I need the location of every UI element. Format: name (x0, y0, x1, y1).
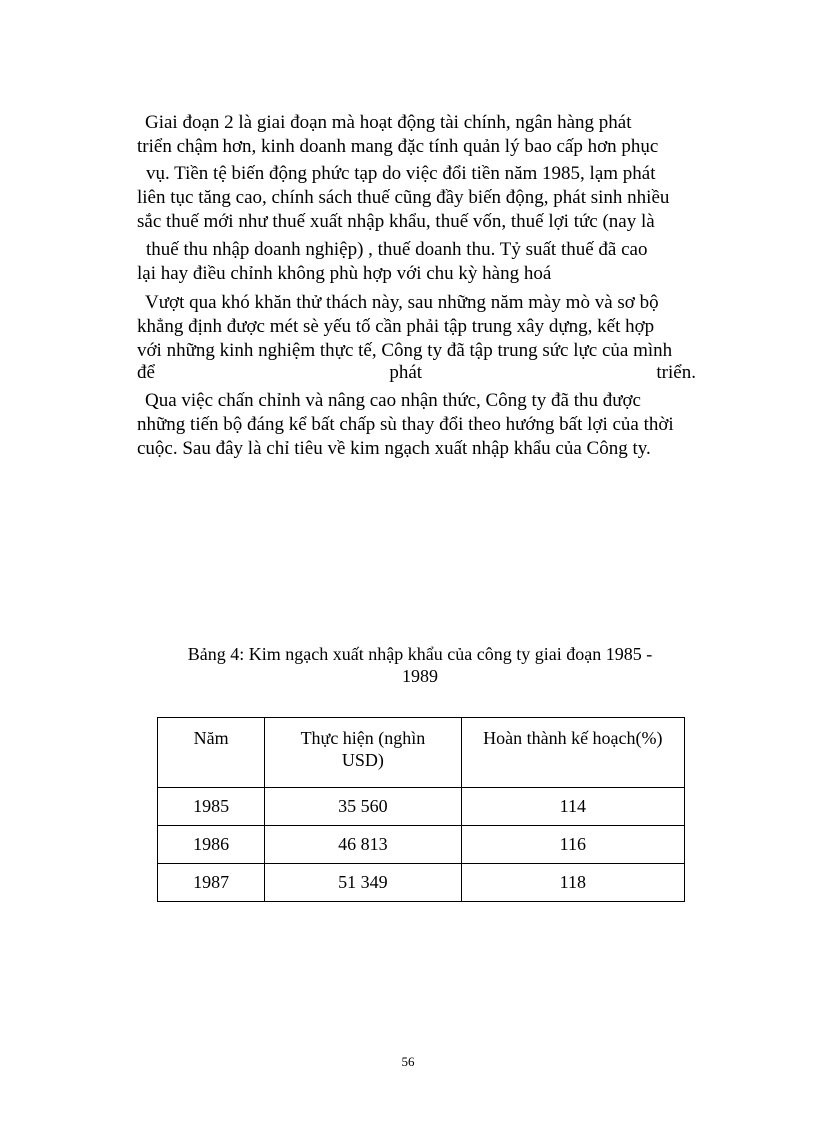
justified-word: để (137, 362, 155, 383)
paragraph-line: cuộc. Sau đây là chỉ tiêu về kim ngạch xuất nhập khẩu của Công ty. (137, 438, 651, 459)
paragraph-justified-line (137, 361, 696, 385)
table-caption-line: Bảng 4: Kim ngạch xuất nhập khẩu của công ty giai đoạn 1985 - (187, 644, 653, 664)
cell-plan: 116 (461, 826, 684, 864)
table-row (158, 788, 685, 826)
cell-year: 1986 (158, 826, 265, 864)
cell-plan: 114 (461, 788, 684, 826)
paragraph-line: lại hay điều chỉnh không phù hợp với chu kỳ hàng hoá (137, 263, 552, 284)
header-actual-line: USD) (341, 750, 384, 770)
paragraph-line: những tiến bộ đáng kể bất chấp sù thay đổi theo hướng bất lợi của thời (137, 414, 674, 435)
table-row (158, 864, 685, 902)
table-caption (150, 643, 690, 687)
paragraph-line: Giai đoạn 2 là giai đoạn mà hoạt động tài chính, ngân hàng phát (145, 112, 632, 133)
paragraph-line: khẳng định được mét sè yếu tố cần phải tập trung xây dựng, kết hợp (137, 316, 655, 337)
paragraph-line: liên tục tăng cao, chính sách thuế cũng đầy biến động, phát sinh nhiều (137, 187, 670, 208)
header-actual (265, 718, 461, 788)
cell-actual: 35 560 (265, 788, 461, 826)
cell-plan: 118 (461, 864, 684, 902)
table-row (158, 826, 685, 864)
cell-actual: 46 813 (265, 826, 461, 864)
page-number: 56 (401, 1054, 415, 1069)
table-header-row (158, 718, 685, 788)
export-import-table (157, 717, 685, 902)
justified-word: phát (389, 362, 423, 383)
header-actual-line: Thực hiện (nghìn (300, 728, 426, 748)
paragraph-line: Vượt qua khó khăn thử thách này, sau những năm mày mò và sơ bộ (145, 292, 659, 313)
cell-year: 1987 (158, 864, 265, 902)
paragraph-line: với những kinh nghiệm thực tế, Công ty đã tập trung sức lực của mình (137, 340, 673, 361)
paragraph-line: sắc thuế mới như thuế xuất nhập khẩu, thuế vốn, thuế lợi tức (nay là (137, 211, 655, 232)
paragraph-line: thuế thu nhập doanh nghiệp) , thuế doanh thu. Tỷ suất thuế đã cao (146, 239, 648, 260)
table-caption-line: 1989 (402, 666, 438, 686)
paragraph-line: vụ. Tiền tệ biến động phức tạp do việc đổi tiền năm 1985, lạm phát (146, 163, 656, 184)
cell-actual: 51 349 (265, 864, 461, 902)
paragraph-line: triển chậm hơn, kinh doanh mang đặc tính quản lý bao cấp hơn phục (137, 136, 659, 157)
paragraph-line: Qua việc chấn chỉnh và nâng cao nhận thức, Công ty đã thu được (145, 390, 641, 411)
header-year: Năm (158, 718, 265, 788)
cell-year: 1985 (158, 788, 265, 826)
justified-word: triển. (656, 362, 696, 383)
header-plan: Hoàn thành kế hoạch(%) (461, 718, 684, 788)
